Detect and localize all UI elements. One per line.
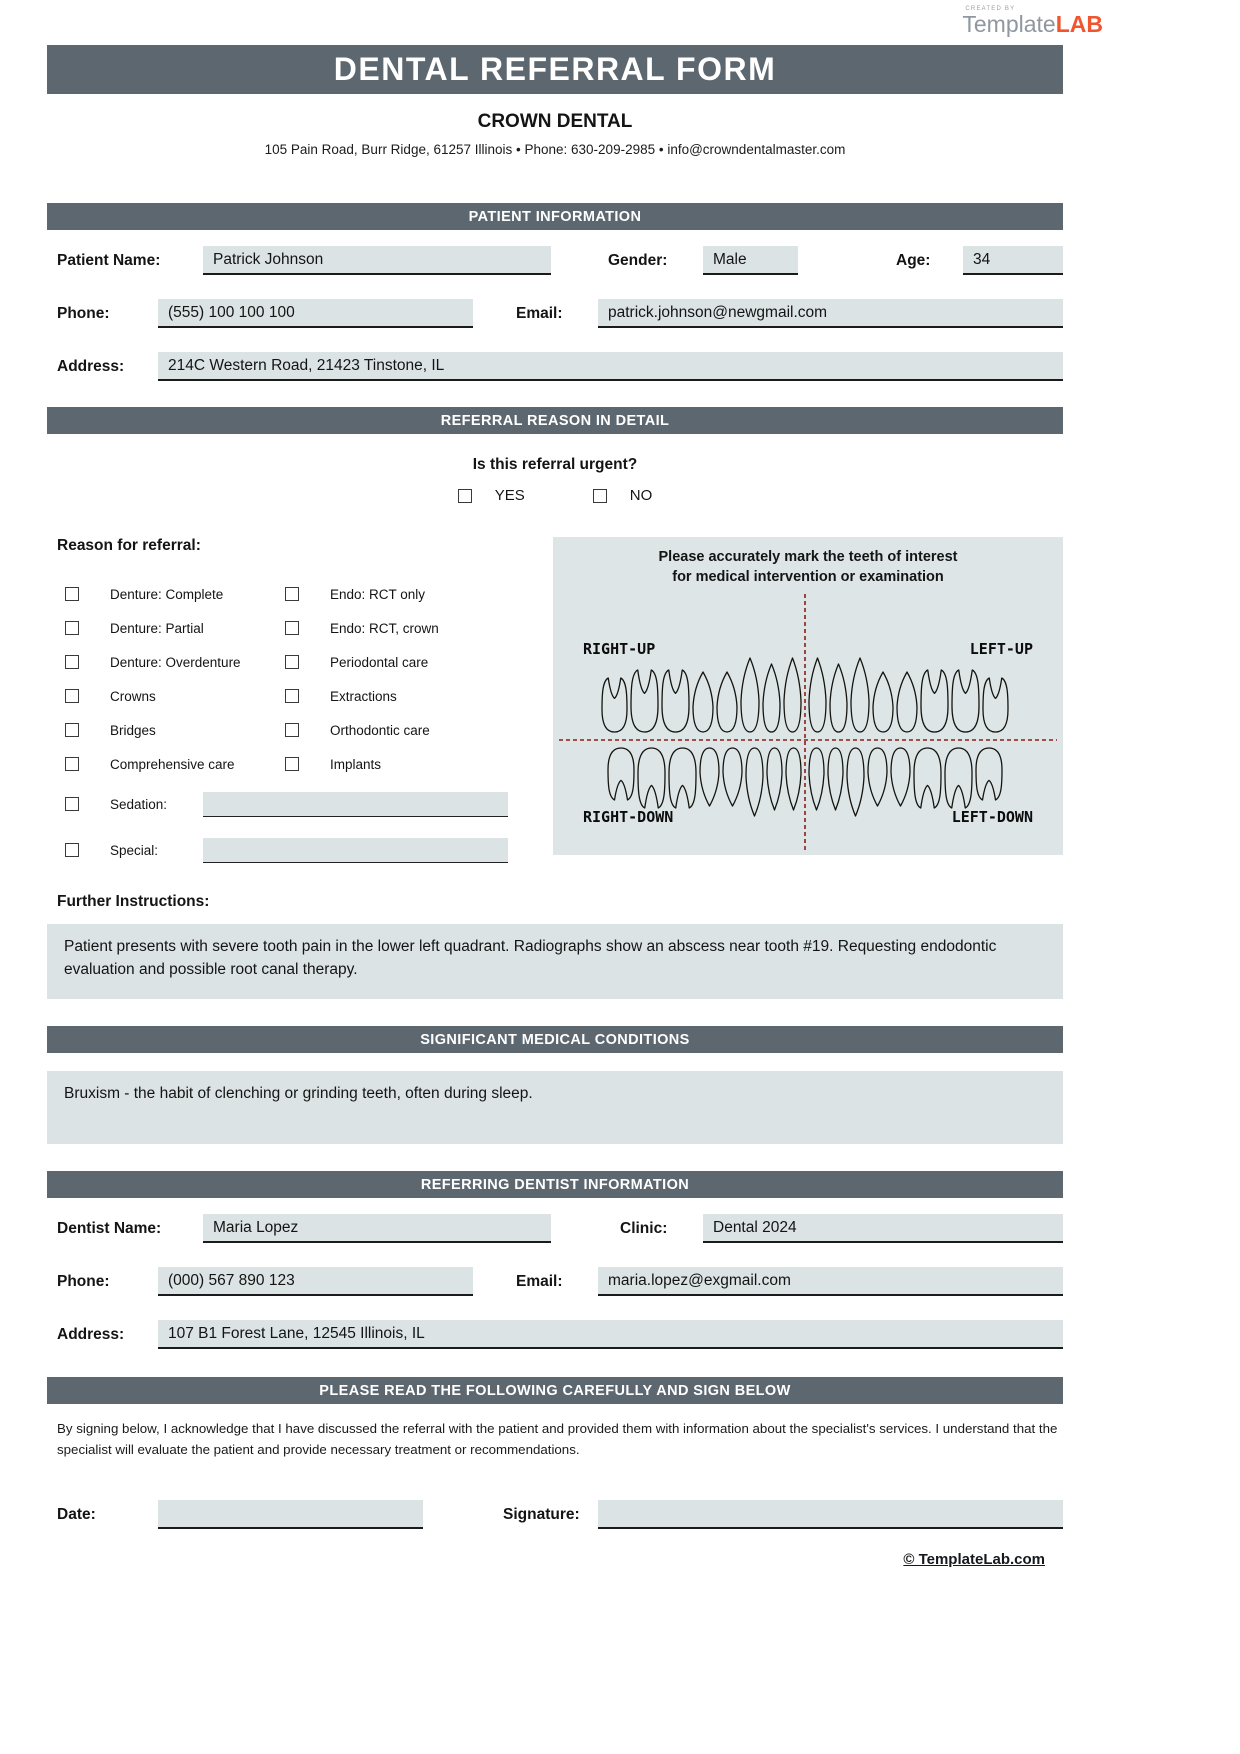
reason-item: Crowns: [65, 689, 285, 703]
reason-item: Denture: Partial: [65, 621, 285, 635]
reason-item: Extractions: [285, 689, 553, 703]
form-title-bar: [47, 45, 1063, 94]
checkbox-periodontal-care[interactable]: [285, 655, 299, 669]
quadrant-label-left-down: LEFT-DOWN: [951, 807, 1033, 826]
dentist-name-label: Dentist Name:: [57, 1219, 162, 1237]
reason-columns: [57, 587, 553, 771]
checkbox-extractions[interactable]: [285, 689, 299, 703]
checkbox-implants[interactable]: [285, 757, 299, 771]
checkbox-urgent-no[interactable]: [593, 489, 607, 503]
teeth-chart[interactable]: [553, 590, 1063, 855]
sedation-label: Sedation:: [110, 796, 168, 812]
reason-item: Denture: Complete: [65, 587, 285, 601]
checkbox-denture-complete[interactable]: [65, 587, 79, 601]
templatelab-copyright-link[interactable]: © TemplateLab.com: [903, 1551, 1045, 1569]
templatelab-logo: [962, 6, 1103, 36]
dental-referral-form: [47, 0, 1103, 1569]
section-referral-reason: REFERRAL REASON IN DETAIL: [47, 407, 1063, 434]
patient-phone-field[interactable]: (555) 100 100 100: [158, 299, 473, 328]
dentist-phone-label: Phone:: [57, 1272, 110, 1290]
urgent-question: Is this referral urgent?: [472, 456, 638, 473]
teeth-chart-instructions: Please accurately mark the teeth of interest for medical intervention or examination: [658, 549, 958, 586]
checkbox-sedation[interactable]: [65, 797, 79, 811]
logo-created-by: CREATED BY: [965, 6, 1016, 12]
reason-item: Orthodontic care: [285, 723, 553, 737]
quadrant-label-left-up: LEFT-UP: [969, 639, 1033, 658]
urgent-no-label: NO: [629, 487, 653, 504]
disclaimer-text: By signing below, I acknowledge that I have discussed the referral with the patient and provided them with information about the specialist's services. I understand that the specialist will evaluate the patient and provide necessary treatment or recommendations.: [57, 1421, 1058, 1457]
reason-for-referral-label: Reason for referral:: [57, 537, 201, 554]
section-referring-dentist: REFERRING DENTIST INFORMATION: [47, 1171, 1063, 1198]
clinic-name: CROWN DENTAL: [477, 111, 633, 132]
form-title: DENTAL REFERRAL FORM: [333, 51, 777, 87]
date-field[interactable]: [158, 1500, 423, 1529]
reason-item: Periodontal care: [285, 655, 553, 669]
further-instructions-label: Further Instructions:: [57, 893, 210, 910]
dentist-name-field[interactable]: Maria Lopez: [203, 1214, 551, 1243]
checkbox-endo-rct-crown[interactable]: [285, 621, 299, 635]
checkbox-denture-partial[interactable]: [65, 621, 79, 635]
checkbox-special[interactable]: [65, 843, 79, 857]
special-label: Special:: [110, 842, 159, 858]
urgent-no-option: [593, 487, 653, 504]
sedation-field[interactable]: [203, 792, 508, 817]
logo-lab-text: LAB: [1055, 11, 1103, 37]
clinic-field[interactable]: Dental 2024: [703, 1214, 1063, 1243]
patient-address-field[interactable]: 214C Western Road, 21423 Tinstone, IL: [158, 352, 1063, 381]
checkbox-denture-overdenture[interactable]: [65, 655, 79, 669]
section-patient-information: PATIENT INFORMATION: [47, 203, 1063, 230]
gender-field[interactable]: Male: [703, 246, 798, 275]
teeth-chart-box: [553, 537, 1063, 855]
reason-column-2: [285, 587, 553, 771]
patient-name-label: Patient Name:: [57, 251, 161, 269]
dentist-email-label: Email:: [516, 1272, 563, 1290]
checkbox-bridges[interactable]: [65, 723, 79, 737]
quadrant-label-right-up: RIGHT-UP: [583, 639, 656, 658]
medical-conditions-field[interactable]: Bruxism - the habit of clenching or grinding teeth, often during sleep.: [47, 1071, 1063, 1144]
clinic-label: Clinic:: [620, 1219, 668, 1237]
date-label: Date:: [57, 1505, 96, 1523]
age-field[interactable]: 34: [963, 246, 1063, 275]
reason-item: Endo: RCT only: [285, 587, 553, 601]
dentist-address-label: Address:: [57, 1325, 125, 1343]
urgent-options: [47, 487, 1063, 504]
clinic-address-line: 105 Pain Road, Burr Ridge, 61257 Illinois • Phone: 630-209-2985 • info@crowndentalmaster.com: [264, 142, 846, 157]
patient-phone-label: Phone:: [57, 304, 110, 322]
logo-wordmark: [962, 13, 1103, 36]
reason-checklist: [47, 537, 553, 863]
dentist-phone-field[interactable]: (000) 567 890 123: [158, 1267, 473, 1296]
section-medical-conditions: SIGNIFICANT MEDICAL CONDITIONS: [47, 1026, 1063, 1053]
gender-label: Gender:: [608, 251, 668, 269]
signature-field[interactable]: [598, 1500, 1063, 1529]
urgent-yes-option: [458, 487, 525, 504]
special-row: [57, 837, 553, 863]
urgent-yes-label: YES: [494, 487, 525, 504]
patient-name-field[interactable]: Patrick Johnson: [203, 246, 551, 275]
reason-item: Implants: [285, 757, 553, 771]
sedation-row: [57, 791, 553, 817]
checkbox-orthodontic-care[interactable]: [285, 723, 299, 737]
patient-address-label: Address:: [57, 357, 125, 375]
checkbox-comprehensive-care[interactable]: [65, 757, 79, 771]
patient-email-field[interactable]: patrick.johnson@newgmail.com: [598, 299, 1063, 328]
checkbox-endo-rct-only[interactable]: [285, 587, 299, 601]
dentist-email-field[interactable]: maria.lopez@exgmail.com: [598, 1267, 1063, 1296]
reason-item: Comprehensive care: [65, 757, 285, 771]
signature-label: Signature:: [503, 1505, 580, 1523]
dentist-address-field[interactable]: 107 B1 Forest Lane, 12545 Illinois, IL: [158, 1320, 1063, 1349]
reason-item: Denture: Overdenture: [65, 655, 285, 669]
special-field[interactable]: [203, 838, 508, 863]
section-sign-below: PLEASE READ THE FOLLOWING CAREFULLY AND SIGN BELOW: [47, 1377, 1063, 1404]
further-instructions-field[interactable]: Patient presents with severe tooth pain in the lower left quadrant. Radiographs show an abscess near tooth #19. Requesting endodontic evaluation and possible root canal therapy.: [47, 924, 1063, 999]
reason-item: Endo: RCT, crown: [285, 621, 553, 635]
reason-item: Bridges: [65, 723, 285, 737]
checkbox-crowns[interactable]: [65, 689, 79, 703]
checkbox-urgent-yes[interactable]: [458, 489, 472, 503]
referral-reason-area: [47, 537, 1063, 863]
age-label: Age:: [896, 251, 931, 269]
patient-email-label: Email:: [516, 304, 563, 322]
logo-template-text: Template: [962, 11, 1056, 37]
reason-column-1: [65, 587, 285, 771]
quadrant-label-right-down: RIGHT-DOWN: [583, 807, 674, 826]
